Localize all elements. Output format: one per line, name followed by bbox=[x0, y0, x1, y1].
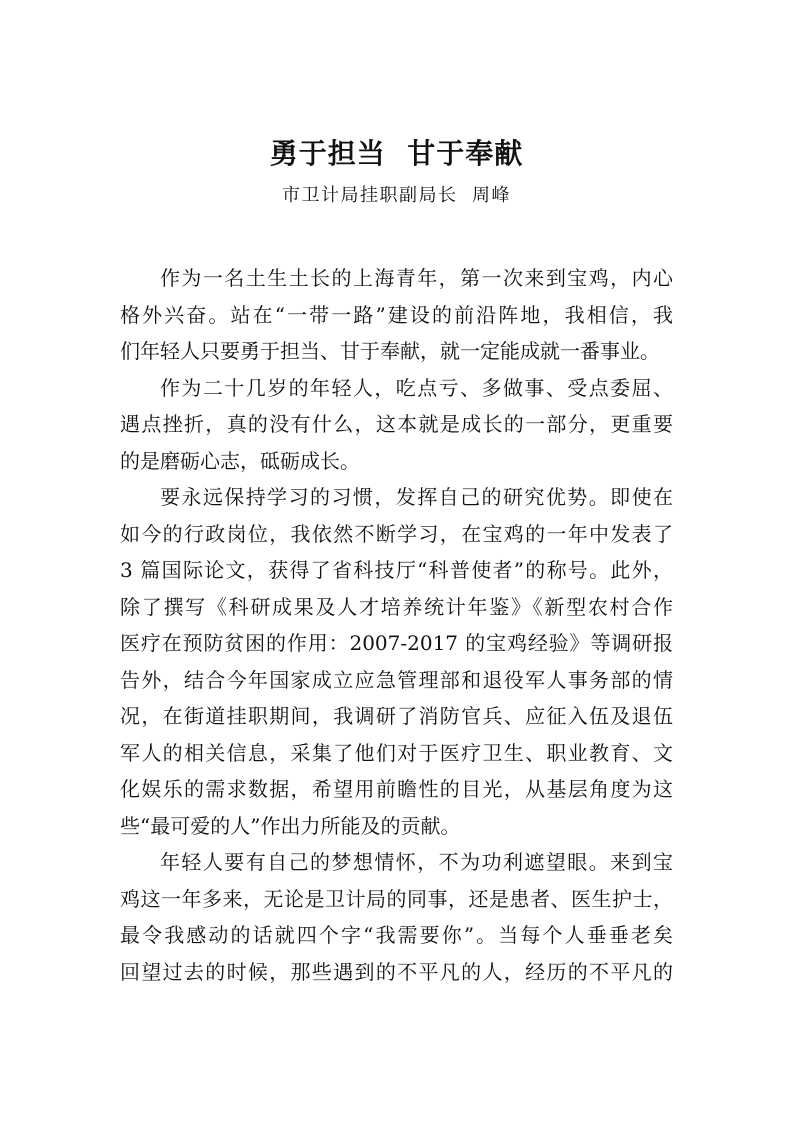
article-byline: 市卫计局挂职副局长 周峰 bbox=[282, 185, 511, 206]
article-title: 勇于担当 甘于奉献 bbox=[269, 137, 524, 170]
body-line: 医疗在预防贫困的作用：2007-2017 的宝鸡经验》等调研报 bbox=[120, 631, 673, 655]
body-line: 最令我感动的话就四个字“我需要你”。当每个人垂垂老矣 bbox=[120, 923, 673, 947]
body-line: 们年轻人只要勇于担当、甘于奉献，就一定能成就一番事业。 bbox=[120, 339, 660, 363]
body-line: 告外，结合今年国家成立应急管理部和退役军人事务部的情 bbox=[120, 667, 673, 692]
body-line: 作为二十几岁的年轻人，吃点亏、多做事、受点委屈、 bbox=[160, 375, 673, 400]
body-line: 作为一名土生土长的上海青年，第一次来到宝鸡，内心 bbox=[160, 266, 673, 290]
body-line: 的是磨砺心志，砥砺成长。 bbox=[120, 448, 360, 473]
body-line: 回望过去的时候，那些遇到的不平凡的人，经历的不平凡的 bbox=[120, 959, 673, 984]
body-line: 况，在街道挂职期间，我调研了消防官兵、应征入伍及退伍 bbox=[120, 704, 673, 728]
body-line: 格外兴奋。站在“一带一路”建设的前沿阵地，我相信，我 bbox=[120, 302, 673, 327]
body-line: 如今的行政岗位，我依然不断学习，在宝鸡的一年中发表了 bbox=[120, 521, 673, 546]
body-line: 3 篇国际论文，获得了省科技厅“科普使者”的称号。此外， bbox=[120, 558, 673, 582]
body-line: 鸡这一年多来，无论是卫计局的同事，还是患者、医生护士， bbox=[120, 886, 673, 911]
body-line: 要永远保持学习的习惯，发挥自己的研究优势。即使在 bbox=[160, 485, 673, 509]
body-line: 化娱乐的需求数据，希望用前瞻性的目光，从基层角度为这 bbox=[120, 777, 673, 801]
body-line: 些“最可爱的人”作出力所能及的贡献。 bbox=[120, 813, 461, 838]
article-body bbox=[120, 260, 673, 990]
body-line: 军人的相关信息，采集了他们对于医疗卫生、职业教育、文 bbox=[120, 740, 673, 765]
body-line: 除了撰写《科研成果及人才培养统计年鉴》《新型农村合作 bbox=[120, 594, 673, 619]
body-line: 遇点挫折，真的没有什么，这本就是成长的一部分，更重要 bbox=[120, 412, 673, 436]
body-line: 年轻人要有自己的梦想情怀，不为功利遮望眼。来到宝 bbox=[160, 850, 673, 874]
